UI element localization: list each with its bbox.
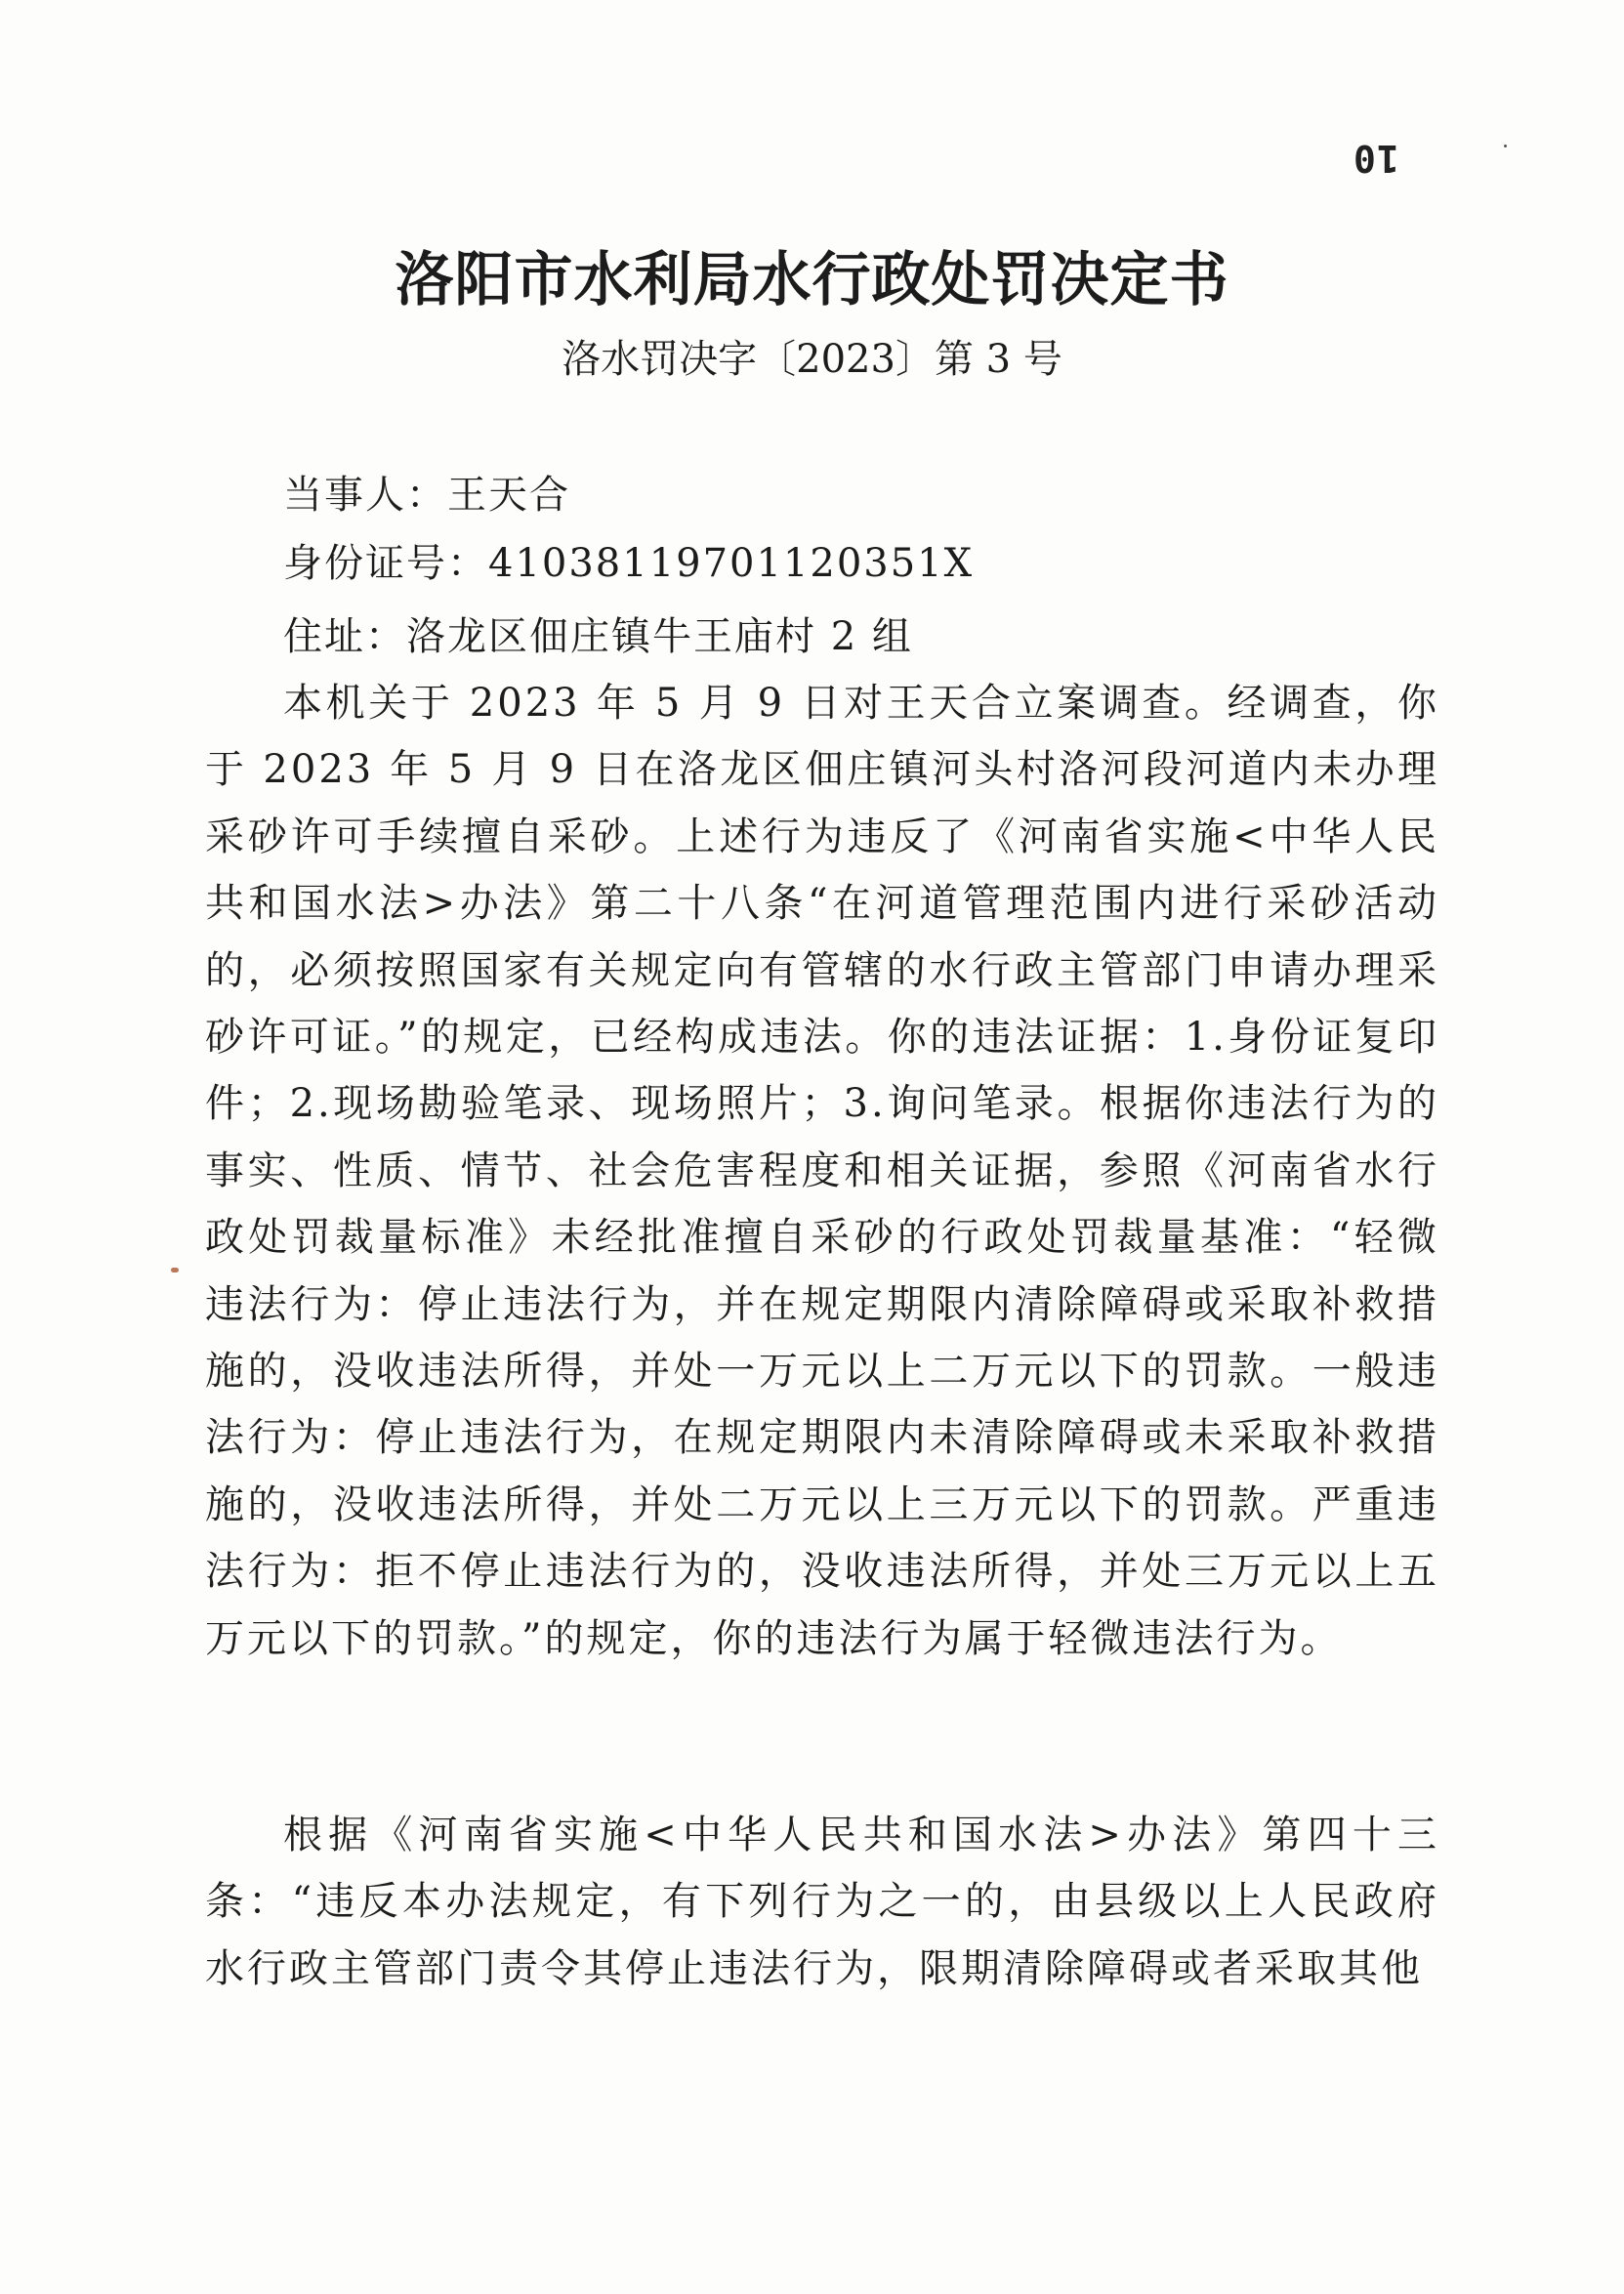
page-number: 10: [1353, 137, 1399, 180]
margin-mark: [171, 1268, 179, 1272]
address-field: 住址：洛龙区佃庄镇牛王庙村 2 组: [283, 614, 913, 659]
legal-basis-paragraph: 根据《河南省实施<中华人民共和国水法>办法》第四十三条：“违反本办法规定，有下列行为之一的，由县级以上人民政府水行政主管部门责令其停止违法行为，限期清除障碍或者采取其他: [205, 1813, 1439, 1991]
id-number-field: 身份证号：41038119701120351X: [283, 541, 975, 586]
document-title: 洛阳市水利局水行政处罚决定书: [395, 246, 1229, 314]
document-number: 洛水罚决字〔2023〕第 3 号: [562, 337, 1062, 382]
scan-speck: [1504, 145, 1507, 147]
party-field: 当事人：王天合: [283, 473, 570, 518]
facts-paragraph: 本机关于 2023 年 5 月 9 日对王天合立案调查。经调查，你于 2023 年 5 月 9 日在洛龙区佃庄镇河头村洛河段河道内未办理采砂许可手续擅自采砂。上述行为违反了《河南省实施<中华人民共和国水法>办法》第二十八条“在河道管理范围内进行采砂活动的，必须按照国家有关规定向有管辖的水行政主管部门申请办理采砂许可证。”的规定，已经构成违法。你的违法证据：1.身份证复印件；2.现场勘验笔录、现场照片；3.询问笔录。根据你违法行为的事实、性质、情节、社会危害程度和相关证据，参照《河南省水行政处罚裁量标准》未经批准擅自采砂的行政处罚裁量基准：“轻微违法行为：停止违法行为，并在规定期限内清除障碍或采取补救措施的，没收违法所得，并处一万元以上二万元以下的罚款。一般违法行为：停止违法行为，在规定期限内未清除障碍或未采取补救措施的，没收违法所得，并处二万元以上三万元以下的罚款。严重违法行为：拒不停止违法行为的，没收违法所得，并处三万元以上五万元以下的罚款。”的规定，你的违法行为属于轻微违法行为。: [205, 681, 1439, 1661]
